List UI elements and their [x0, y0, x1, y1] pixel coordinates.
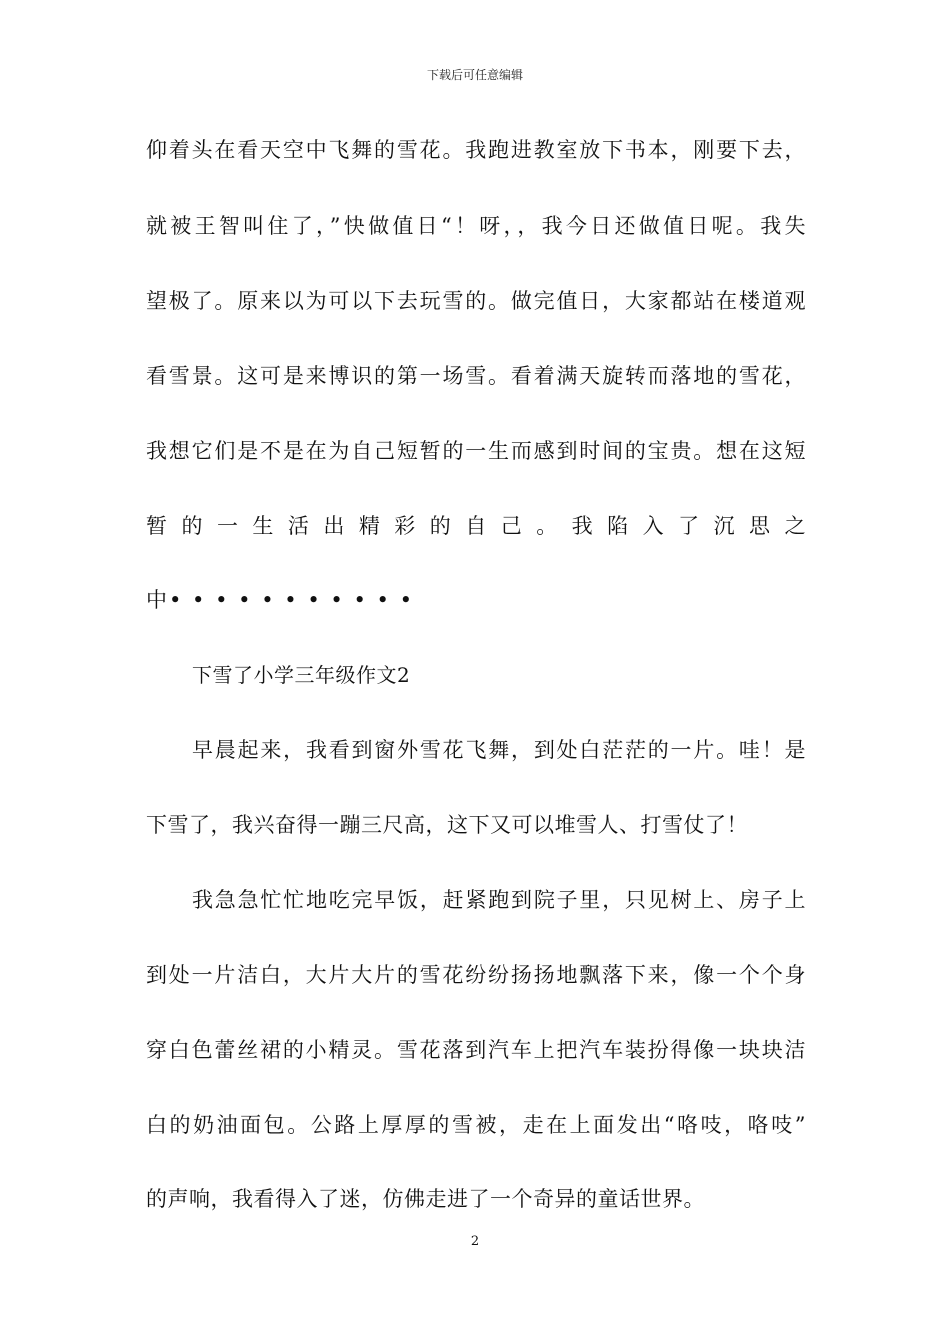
body-line: 就被王智叫住了，”快做值日“！呀，，我今日还做值日呢。我失	[146, 214, 806, 238]
body-line: 望极了。原来以为可以下去玩雪的。做完值日，大家都站在楼道观	[146, 289, 806, 313]
body-line: 穿白色蕾丝裙的小精灵。雪花落到汽车上把汽车装扮得像一块块洁	[146, 1038, 806, 1062]
page-number: 2	[470, 1234, 480, 1249]
body-line: 看雪景。这可是来博识的第一场雪。看着满天旋转而落地的雪花，	[146, 364, 806, 388]
body-line: 早晨起来，我看到窗外雪花飞舞，到处白茫茫的一片。哇！是	[192, 738, 806, 762]
body-line: 仰着头在看天空中飞舞的雪花。我跑进教室放下书本，刚要下去，	[146, 138, 806, 162]
body-line: 中• • • • • • • • • • •	[146, 588, 415, 612]
page-header: 下载后可任意编辑	[426, 68, 523, 82]
body-line: 我想它们是不是在为自己短暂的一生而感到时间的宝贵。想在这短	[146, 439, 806, 463]
body-line: 下雪了，我兴奋得一蹦三尺高，这下又可以堆雪人、打雪仗了！	[146, 813, 748, 837]
body-line: 我急急忙忙地吃完早饭，赶紧跑到院子里，只见树上、房子上	[192, 888, 806, 912]
section-heading: 下雪了小学三年级作文2	[192, 663, 411, 687]
body-line: 白的奶油面包。公路上厚厚的雪被，走在上面发出“咯吱，咯吱”	[146, 1113, 806, 1137]
body-line: 到处一片洁白，大片大片的雪花纷纷扬扬地飘落下来，像一个个身	[146, 963, 806, 987]
body-line: 的声响，我看得入了迷，仿佛走进了一个奇异的童话世界。	[146, 1187, 705, 1211]
body-line: 暂 的 一 生 活 出 精 彩 的 自 己 。 我 陷 入 了 沉 思 之	[146, 514, 806, 538]
